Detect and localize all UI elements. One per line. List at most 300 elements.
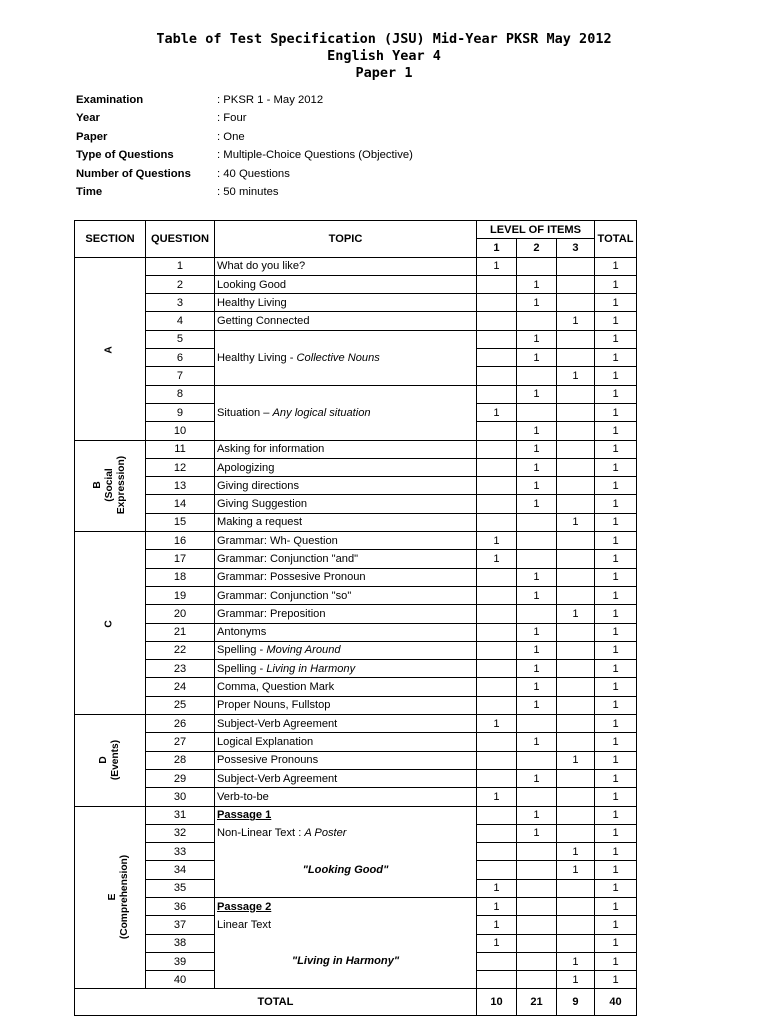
row-total-cell: 1	[595, 824, 637, 842]
level-2-cell	[517, 971, 557, 989]
row-total-cell: 1	[595, 513, 637, 531]
passage-title: Passage 2	[217, 900, 272, 913]
row-total-cell: 1	[595, 550, 637, 568]
topic-italic-text: Collective Nouns	[296, 351, 380, 364]
header-level-3: 3	[557, 239, 595, 257]
level-2-cell	[517, 715, 557, 733]
level-2-cell: 1	[517, 495, 557, 513]
level-2-cell	[517, 934, 557, 952]
level-3-cell	[557, 806, 595, 824]
level-3-cell: 1	[557, 605, 595, 623]
level-3-cell: 1	[557, 513, 595, 531]
topic-cell	[215, 385, 477, 440]
level-3-cell	[557, 477, 595, 495]
table-row	[75, 495, 637, 513]
level-3-cell	[557, 532, 595, 550]
topic-cell	[215, 330, 477, 385]
row-total-cell: 1	[595, 349, 637, 367]
level-1-cell: 1	[477, 897, 517, 915]
level-1-cell: 1	[477, 879, 517, 897]
document-subtitle: English Year 4	[327, 48, 441, 64]
level-1-cell	[477, 861, 517, 879]
level-2-cell: 1	[517, 349, 557, 367]
section-a-cell	[75, 257, 146, 440]
level-2-cell: 1	[517, 440, 557, 458]
section-letter: D	[97, 756, 109, 764]
level-2-cell	[517, 605, 557, 623]
level-3-cell	[557, 349, 595, 367]
table-row	[75, 843, 637, 861]
level-1-cell	[477, 349, 517, 367]
level-1-cell	[477, 495, 517, 513]
level-3-cell	[557, 660, 595, 678]
level-1-cell	[477, 605, 517, 623]
level-2-cell: 1	[517, 568, 557, 586]
header-level-of-items: LEVEL OF ITEMS	[477, 221, 595, 239]
level-3-cell	[557, 788, 595, 806]
level-1-cell	[477, 275, 517, 293]
level-3-cell: 1	[557, 367, 595, 385]
topic-cell: Subject-Verb Agreement	[215, 715, 477, 733]
level-1-cell: 1	[477, 257, 517, 275]
level-3-cell: 1	[557, 971, 595, 989]
row-total-cell: 1	[595, 532, 637, 550]
level-2-cell	[517, 550, 557, 568]
topic-italic-text: Moving Around	[266, 644, 341, 657]
question-number: 4	[146, 312, 215, 330]
question-number: 13	[146, 477, 215, 495]
level-1-cell: 1	[477, 550, 517, 568]
level-3-cell	[557, 550, 595, 568]
info-label: Number of Questions	[76, 167, 191, 180]
topic-cell: Grammar: Possesive Pronoun	[215, 568, 477, 586]
info-value: : Multiple-Choice Questions (Objective)	[217, 149, 413, 162]
table-row	[75, 275, 637, 293]
level-1-cell: 1	[477, 934, 517, 952]
row-total-cell: 1	[595, 422, 637, 440]
level-2-cell	[517, 532, 557, 550]
question-number: 36	[146, 897, 215, 915]
level-1-cell: 1	[477, 916, 517, 934]
question-number: 18	[146, 568, 215, 586]
topic-cell: Verb-to-be	[215, 788, 477, 806]
header-level-2: 2	[517, 239, 557, 257]
level-1-cell	[477, 824, 517, 842]
topic-italic-text: Living in Harmony	[266, 662, 356, 675]
header-question: QUESTION	[146, 221, 215, 258]
table-row	[75, 385, 637, 403]
row-total-cell: 1	[595, 879, 637, 897]
question-number: 19	[146, 586, 215, 604]
row-total-cell: 1	[595, 458, 637, 476]
level-1-cell	[477, 312, 517, 330]
question-number: 40	[146, 971, 215, 989]
row-total-cell: 1	[595, 788, 637, 806]
info-row	[76, 112, 413, 130]
topic-cell: Asking for information	[215, 440, 477, 458]
question-number: 30	[146, 788, 215, 806]
level-2-cell	[517, 879, 557, 897]
info-value: : 50 minutes	[217, 185, 279, 198]
topic-cell: Possesive Pronouns	[215, 751, 477, 769]
table-row	[75, 824, 637, 842]
question-number: 6	[146, 349, 215, 367]
topic-text: Spelling -	[217, 662, 267, 675]
level-2-cell	[517, 403, 557, 421]
row-total-cell: 1	[595, 623, 637, 641]
level-3-cell	[557, 769, 595, 787]
table-row	[75, 605, 637, 623]
topic-cell: Grammar: Wh- Question	[215, 532, 477, 550]
table-row	[75, 513, 637, 531]
level-1-cell	[477, 769, 517, 787]
question-number: 28	[146, 751, 215, 769]
level-2-cell	[517, 788, 557, 806]
topic-cell: Logical Explanation	[215, 733, 477, 751]
info-row	[76, 149, 413, 167]
table-row	[75, 660, 637, 678]
level-3-cell	[557, 458, 595, 476]
level-3-cell	[557, 586, 595, 604]
document-title: Table of Test Specification (JSU) Mid-Year PKSR May 2012	[156, 31, 612, 47]
question-number: 37	[146, 916, 215, 934]
section-subtitle: (Comprehension)	[119, 854, 131, 940]
table-row	[75, 696, 637, 714]
topic-cell: Antonyms	[215, 623, 477, 641]
table-row	[75, 678, 637, 696]
table-row	[75, 294, 637, 312]
table-row	[75, 788, 637, 806]
row-total-cell: 1	[595, 952, 637, 970]
info-row	[76, 168, 413, 186]
info-value: : One	[217, 130, 245, 143]
row-total-cell: 1	[595, 495, 637, 513]
topic-cell	[215, 806, 477, 824]
row-total-cell: 1	[595, 769, 637, 787]
table-row	[75, 257, 637, 275]
question-number: 32	[146, 824, 215, 842]
grand-total: 40	[595, 989, 637, 1016]
level-1-cell	[477, 568, 517, 586]
topic-cell: Giving directions	[215, 477, 477, 495]
level-3-cell	[557, 733, 595, 751]
topic-cell: Subject-Verb Agreement	[215, 769, 477, 787]
level-1-cell	[477, 696, 517, 714]
level-1-cell	[477, 843, 517, 861]
level-2-cell	[517, 312, 557, 330]
level-3-cell	[557, 641, 595, 659]
row-total-cell: 1	[595, 897, 637, 915]
question-number: 34	[146, 861, 215, 879]
table-row	[75, 623, 637, 641]
topic-cell: Healthy Living	[215, 294, 477, 312]
level-2-cell: 1	[517, 806, 557, 824]
topic-text: Situation –	[217, 406, 273, 419]
info-label: Year	[76, 112, 100, 125]
level-2-cell	[517, 257, 557, 275]
level-1-cell: 1	[477, 715, 517, 733]
level-3-cell: 1	[557, 843, 595, 861]
level-2-cell: 1	[517, 458, 557, 476]
section-letter: E	[107, 893, 119, 901]
section-subtitle: (Social	[103, 468, 115, 503]
row-total-cell: 1	[595, 641, 637, 659]
document-paper: Paper 1	[355, 65, 413, 81]
level-2-cell	[517, 367, 557, 385]
question-number: 14	[146, 495, 215, 513]
level-1-cell	[477, 477, 517, 495]
question-number: 20	[146, 605, 215, 623]
question-number: 3	[146, 294, 215, 312]
topic-cell: Getting Connected	[215, 312, 477, 330]
topic-cell: Grammar: Preposition	[215, 605, 477, 623]
row-total-cell: 1	[595, 861, 637, 879]
header-level-1: 1	[477, 239, 517, 257]
table-row	[75, 733, 637, 751]
level-3-cell: 1	[557, 312, 595, 330]
level-1-cell	[477, 440, 517, 458]
topic-text: Spelling -	[217, 644, 267, 657]
question-number: 1	[146, 257, 215, 275]
topic-text: Healthy Living -	[217, 351, 297, 364]
level-3-cell	[557, 275, 595, 293]
question-number: 39	[146, 952, 215, 970]
topic-text: Non-Linear Text :	[217, 827, 305, 840]
row-total-cell: 1	[595, 678, 637, 696]
topic-cell: Apologizing	[215, 458, 477, 476]
table-row	[75, 715, 637, 733]
table-row	[75, 769, 637, 787]
table-row	[75, 916, 637, 934]
topic-cell: Grammar: Conjunction "and"	[215, 550, 477, 568]
table-row	[75, 440, 637, 458]
level-2-cell: 1	[517, 294, 557, 312]
table-row	[75, 806, 637, 824]
topic-cell: Grammar: Conjunction "so"	[215, 586, 477, 604]
row-total-cell: 1	[595, 477, 637, 495]
question-number: 7	[146, 367, 215, 385]
topic-cell	[215, 897, 477, 915]
level-3-cell	[557, 257, 595, 275]
level-2-cell	[517, 843, 557, 861]
level-1-cell	[477, 806, 517, 824]
question-number: 29	[146, 769, 215, 787]
info-label: Paper	[76, 130, 108, 143]
info-label: Time	[76, 185, 103, 198]
level-1-cell	[477, 660, 517, 678]
question-number: 8	[146, 385, 215, 403]
table-row	[75, 532, 637, 550]
topic-cell: What do you like?	[215, 257, 477, 275]
table-row	[75, 897, 637, 915]
level-2-cell: 1	[517, 733, 557, 751]
topic-cell	[215, 824, 477, 842]
level-1-cell	[477, 678, 517, 696]
row-total-cell: 1	[595, 715, 637, 733]
info-value: : Four	[217, 112, 247, 125]
topic-cell: Giving Suggestion	[215, 495, 477, 513]
table-row	[75, 586, 637, 604]
level-2-cell	[517, 897, 557, 915]
topic-cell: Proper Nouns, Fullstop	[215, 696, 477, 714]
level-2-cell: 1	[517, 330, 557, 348]
row-total-cell: 1	[595, 385, 637, 403]
level-3-cell	[557, 879, 595, 897]
question-number: 24	[146, 678, 215, 696]
info-row	[76, 131, 413, 149]
level-2-cell	[517, 916, 557, 934]
table-row	[75, 641, 637, 659]
row-total-cell: 1	[595, 733, 637, 751]
level-1-cell	[477, 367, 517, 385]
passage-title: Passage 1	[217, 809, 272, 822]
level-3-cell: 1	[557, 952, 595, 970]
level-3-cell	[557, 696, 595, 714]
header-topic: TOPIC	[215, 221, 477, 258]
header-total: TOTAL	[595, 221, 637, 258]
table-row	[75, 458, 637, 476]
level-2-cell: 1	[517, 769, 557, 787]
question-number: 33	[146, 843, 215, 861]
info-label: Type of Questions	[76, 149, 174, 162]
level-2-cell: 1	[517, 586, 557, 604]
row-total-cell: 1	[595, 294, 637, 312]
question-number: 12	[146, 458, 215, 476]
level-3-cell	[557, 440, 595, 458]
topic-cell: Looking Good	[215, 275, 477, 293]
level-3-cell	[557, 934, 595, 952]
section-label	[107, 855, 131, 939]
section-label: C	[103, 620, 115, 628]
table-row	[75, 550, 637, 568]
total-level-1: 10	[477, 989, 517, 1016]
totals-label: TOTAL	[75, 989, 477, 1016]
row-total-cell: 1	[595, 934, 637, 952]
level-3-cell	[557, 897, 595, 915]
level-3-cell	[557, 403, 595, 421]
row-total-cell: 1	[595, 440, 637, 458]
level-1-cell	[477, 294, 517, 312]
level-3-cell	[557, 294, 595, 312]
topic-italic-text: Any logical situation	[272, 406, 371, 419]
level-3-cell: 1	[557, 861, 595, 879]
row-total-cell: 1	[595, 843, 637, 861]
level-3-cell	[557, 568, 595, 586]
level-3-cell	[557, 385, 595, 403]
level-1-cell	[477, 330, 517, 348]
table-row	[75, 934, 637, 952]
info-label: Examination	[76, 94, 144, 106]
level-1-cell	[477, 733, 517, 751]
section-subtitle: Expression)	[115, 456, 127, 515]
question-number: 31	[146, 806, 215, 824]
row-total-cell: 1	[595, 586, 637, 604]
info-row	[76, 94, 413, 112]
level-2-cell	[517, 952, 557, 970]
level-1-cell	[477, 751, 517, 769]
passage-name: "Living in Harmony"	[215, 934, 477, 989]
specification-table	[74, 220, 637, 1016]
level-1-cell	[477, 971, 517, 989]
row-total-cell: 1	[595, 330, 637, 348]
row-total-cell: 1	[595, 605, 637, 623]
section-d-cell	[75, 715, 146, 806]
level-2-cell	[517, 861, 557, 879]
level-2-cell: 1	[517, 696, 557, 714]
topic-italic-text: A Poster	[304, 827, 347, 840]
table-row	[75, 330, 637, 348]
level-1-cell	[477, 623, 517, 641]
level-1-cell: 1	[477, 532, 517, 550]
level-3-cell	[557, 330, 595, 348]
level-2-cell: 1	[517, 422, 557, 440]
row-total-cell: 1	[595, 312, 637, 330]
level-2-cell: 1	[517, 385, 557, 403]
table-row	[75, 568, 637, 586]
topic-cell: Linear Text	[215, 916, 477, 934]
level-3-cell	[557, 422, 595, 440]
table-row	[75, 312, 637, 330]
level-3-cell	[557, 678, 595, 696]
level-2-cell	[517, 751, 557, 769]
section-b-cell	[75, 440, 146, 531]
question-number: 21	[146, 623, 215, 641]
question-number: 25	[146, 696, 215, 714]
level-1-cell	[477, 586, 517, 604]
row-total-cell: 1	[595, 806, 637, 824]
level-1-cell	[477, 513, 517, 531]
total-level-2: 21	[517, 989, 557, 1016]
question-number: 2	[146, 275, 215, 293]
level-1-cell: 1	[477, 403, 517, 421]
row-total-cell: 1	[595, 568, 637, 586]
question-number: 35	[146, 879, 215, 897]
exam-info	[76, 94, 413, 204]
level-1-cell	[477, 422, 517, 440]
topic-cell	[215, 660, 477, 678]
header-section: SECTION	[75, 221, 146, 258]
passage-name: "Looking Good"	[215, 843, 477, 898]
level-3-cell	[557, 495, 595, 513]
section-c-cell	[75, 532, 146, 715]
level-1-cell	[477, 385, 517, 403]
question-number: 23	[146, 660, 215, 678]
level-3-cell	[557, 916, 595, 934]
level-1-cell	[477, 458, 517, 476]
section-subtitle: (Events)	[109, 739, 121, 780]
question-number: 11	[146, 440, 215, 458]
info-value: : 40 Questions	[217, 167, 290, 180]
section-label: A	[103, 345, 115, 354]
question-number: 5	[146, 330, 215, 348]
question-number: 27	[146, 733, 215, 751]
section-e-cell	[75, 806, 146, 989]
table-row	[75, 751, 637, 769]
level-3-cell	[557, 824, 595, 842]
table-row	[75, 477, 637, 495]
level-3-cell	[557, 715, 595, 733]
question-number: 16	[146, 532, 215, 550]
question-number: 15	[146, 513, 215, 531]
totals-row	[75, 989, 637, 1016]
total-level-3: 9	[557, 989, 595, 1016]
question-number: 38	[146, 934, 215, 952]
level-2-cell: 1	[517, 660, 557, 678]
level-3-cell: 1	[557, 751, 595, 769]
level-3-cell	[557, 623, 595, 641]
info-value: : PKSR 1 - May 2012	[217, 94, 324, 106]
level-2-cell	[517, 513, 557, 531]
